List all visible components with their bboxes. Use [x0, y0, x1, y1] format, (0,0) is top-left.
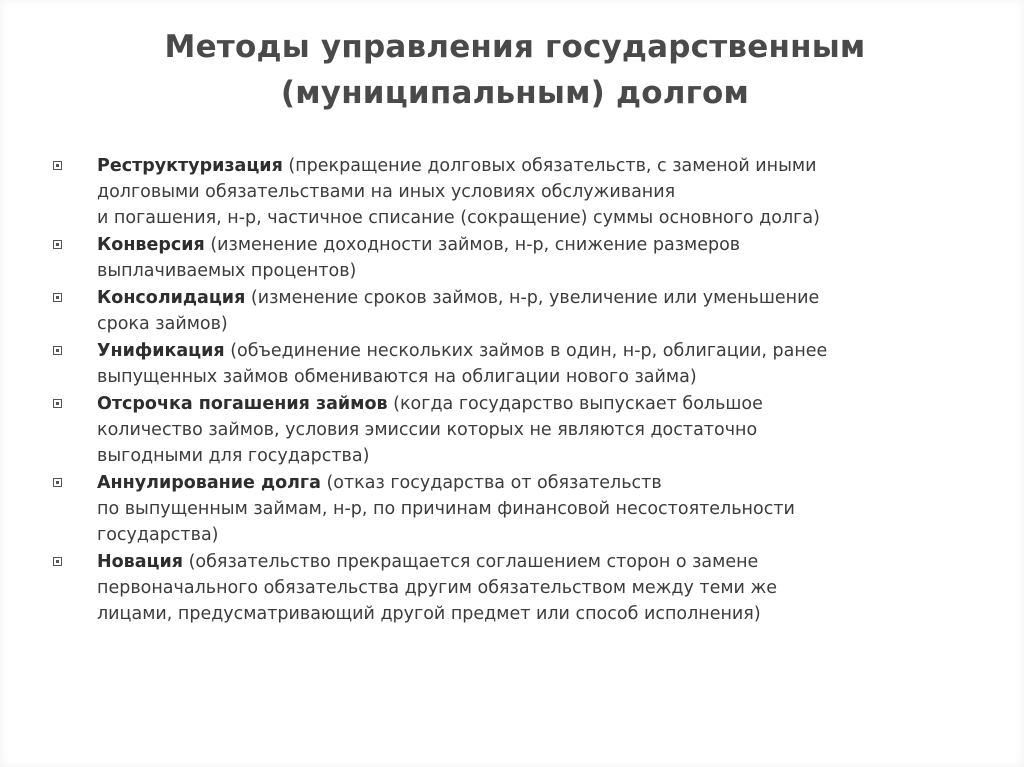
item-description: выгодными для государства): [97, 446, 370, 466]
item-term: Отсрочка погашения займов: [97, 394, 388, 414]
item-description: долговыми обязательствами на иных условиях обслуживания: [97, 182, 676, 202]
list-item: [50, 285, 970, 337]
square-bullet-icon: [53, 240, 62, 249]
list-item: [50, 153, 970, 231]
item-description: (изменение сроков займов, н-р, увеличение или уменьшение: [245, 288, 820, 308]
square-bullet-icon: [53, 399, 62, 408]
item-description: государства): [97, 525, 219, 545]
item-description: выплачиваемых процентов): [97, 261, 357, 281]
item-term: Новация: [97, 552, 184, 572]
item-description: первоначального обязательства другим обязательством между теми же: [97, 578, 778, 598]
item-description: (отказ государства от обязательств: [320, 473, 662, 493]
square-bullet-icon: [53, 346, 62, 355]
item-description: (прекращение долговых обязательств, с заменой иными: [282, 156, 817, 176]
square-bullet-icon: [53, 161, 62, 170]
item-term: Реструктуризация: [97, 156, 283, 176]
methods-list: [50, 153, 970, 628]
list-item: [50, 391, 970, 469]
title-line-1: Методы управления государственным: [164, 29, 866, 65]
list-item: [50, 232, 970, 284]
item-term: Консолидация: [97, 288, 246, 308]
square-bullet-icon: [53, 557, 62, 566]
list-item: [50, 470, 970, 548]
item-description: (объединение нескольких займов в один, н-р, облигации, ранее: [224, 341, 828, 361]
item-description: и погашения, н-р, частичное списание (сокращение) суммы основного долга): [97, 208, 820, 228]
item-description: лицами, предусматривающий другой предмет или способ исполнения): [97, 604, 761, 624]
square-bullet-icon: [53, 293, 62, 302]
title-line-2: (муниципальным) долгом: [280, 75, 750, 111]
square-bullet-icon: [53, 478, 62, 487]
item-term: Унификация: [97, 341, 225, 361]
item-description: (обязательство прекращается соглашением сторон о замене: [183, 552, 759, 572]
item-term: Конверсия: [97, 235, 205, 255]
item-description: количество займов, условия эмиссии которых не являются достаточно: [97, 420, 758, 440]
item-description: срока займов): [97, 314, 228, 334]
item-description: по выпущенным займам, н-р, по причинам финансовой несостоятельности: [97, 499, 795, 519]
item-term: Аннулирование долга: [97, 473, 321, 493]
item-description: выпущенных займов обмениваются на облигации нового займа): [97, 367, 697, 387]
list-item: [50, 338, 970, 390]
item-description: (изменение доходности займов, н-р, снижение размеров: [204, 235, 741, 255]
item-description: (когда государство выпускает большое: [387, 394, 763, 414]
list-item: [50, 549, 970, 627]
page-title: [100, 24, 930, 116]
